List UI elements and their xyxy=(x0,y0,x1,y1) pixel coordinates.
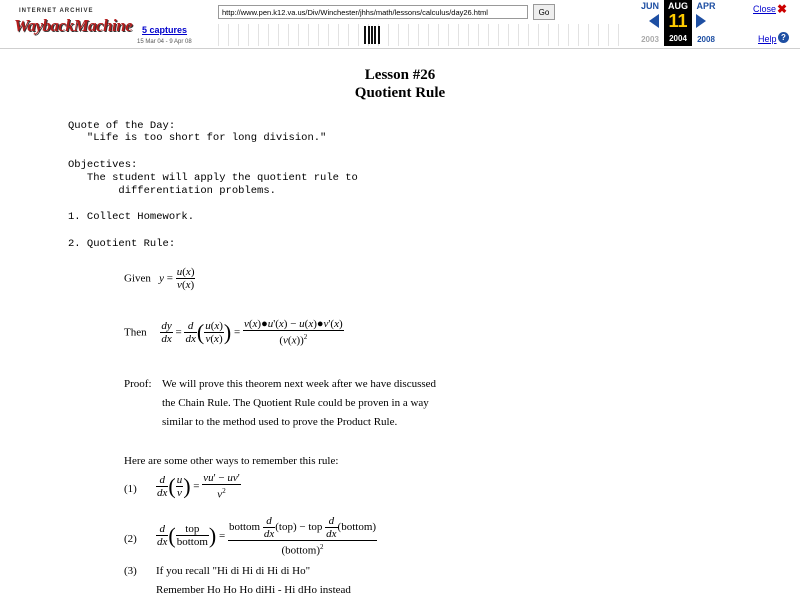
quote-text: "Life is too short for long division." xyxy=(68,132,327,144)
timeline-gridline xyxy=(548,24,549,46)
lesson-number: Lesson #26 xyxy=(364,67,436,83)
captures-link[interactable]: 5 captures xyxy=(142,25,188,35)
timeline-gridline xyxy=(398,24,399,46)
proof-line-3: similar to the method used to prove the Product Rule. xyxy=(162,416,398,428)
given-equation: Given y = $\frac{u(x)}{v(x)}$ xyxy=(124,266,195,291)
timeline-gridline xyxy=(618,24,619,46)
internet-archive-label: INTERNET ARCHIVE xyxy=(19,8,94,14)
way-1-formula: $\frac{d}{dx}$ ( $\frac{u}{v}$ ) = $\frac{vu' - uv'}{v^2}$ xyxy=(157,472,240,501)
timeline-gridline xyxy=(238,24,239,46)
help-question-icon[interactable]: ? xyxy=(778,32,789,43)
timeline-capture-mark[interactable] xyxy=(371,26,373,44)
next-year-label[interactable]: 2008 xyxy=(697,35,715,44)
timeline-gridline xyxy=(258,24,259,46)
timeline-gridline xyxy=(298,24,299,46)
way-2-number: (2) xyxy=(124,533,137,545)
timeline-gridline xyxy=(588,24,589,46)
objectives-heading: Objectives: xyxy=(68,159,138,171)
way-3-number: (3) xyxy=(124,565,137,577)
wayback-logo[interactable] xyxy=(6,8,133,42)
timeline-gridline xyxy=(328,24,329,46)
lesson-topic: Quotient Rule xyxy=(354,85,446,101)
go-button[interactable]: Go xyxy=(533,4,555,20)
timeline-capture-mark[interactable] xyxy=(364,26,366,44)
next-capture-arrow-icon[interactable] xyxy=(696,14,706,28)
wayback-toolbar xyxy=(0,0,800,49)
timeline-gridline xyxy=(358,24,359,46)
capture-date-range: 15 Mar 04 - 9 Apr 08 xyxy=(137,39,192,45)
timeline-gridline xyxy=(608,24,609,46)
way-3-line-1: If you recall "Hi di Hi di Hi di Ho" xyxy=(156,565,311,577)
timeline-gridline xyxy=(448,24,449,46)
timeline-gridline xyxy=(518,24,519,46)
timeline-gridline xyxy=(498,24,499,46)
timeline-gridline xyxy=(388,24,389,46)
current-month-label: AUG xyxy=(668,1,688,11)
way-1-number: (1) xyxy=(124,483,137,495)
agenda-item-2: 2. Quotient Rule: xyxy=(68,238,176,250)
then-label: Then xyxy=(124,326,147,339)
wayback-machine-wordmark: WaybackMachine xyxy=(14,16,98,38)
timeline-gridline xyxy=(248,24,249,46)
timeline-gridline xyxy=(528,24,529,46)
prev-capture-arrow-icon[interactable] xyxy=(649,14,659,28)
url-input[interactable]: http://www.pen.k12.va.us/Div/Winchester/jhhs/math/lessons/calculus/day26.html xyxy=(218,5,528,19)
timeline-gridline xyxy=(458,24,459,46)
close-icon[interactable]: ✖ xyxy=(777,2,788,16)
timeline-gridline xyxy=(468,24,469,46)
timeline-gridline xyxy=(288,24,289,46)
proof-line-1: We will prove this theorem next week after we have discussed xyxy=(162,378,437,390)
timeline-gridline xyxy=(218,24,219,46)
capture-timeline-sparkline[interactable] xyxy=(218,24,630,46)
close-link[interactable]: Close xyxy=(753,4,777,14)
way-2-formula: $\frac{d}{dx}$ ( $\frac{\text{top}}{\text{bottom}}$ ) = bottom $\frac{d}{dx}$ (top) − top $\frac{d}{dx}$ (bottom) (bottom)$^2$ xyxy=(157,515,377,557)
timeline-gridline xyxy=(348,24,349,46)
timeline-gridline xyxy=(488,24,489,46)
timeline-capture-mark[interactable] xyxy=(374,26,376,44)
agenda-item-1: 1. Collect Homework. xyxy=(68,211,195,223)
timeline-capture-mark[interactable] xyxy=(368,26,370,44)
current-day-label: 11 xyxy=(668,11,688,31)
objectives-line-1: The student will apply the quotient rule to xyxy=(68,172,358,184)
timeline-capture-mark[interactable] xyxy=(378,26,380,44)
objectives-line-2: differentiation problems. xyxy=(68,185,276,197)
other-ways-heading: Here are some other ways to remember this rule: xyxy=(124,455,339,467)
proof-label: Proof: xyxy=(124,378,152,390)
timeline-gridline xyxy=(538,24,539,46)
quotient-rule-formula: Then $\frac{dy}{dx}$ = $\frac{d}{dx}$ ( $\frac{u(x)}{v(x)}$ ) = $\frac{v(x)●u'(x) - u(x)●v'(x)}{(v(x))^2}$ xyxy=(124,318,343,347)
timeline-gridline xyxy=(508,24,509,46)
quote-heading: Quote of the Day: xyxy=(68,120,176,132)
given-label: Given xyxy=(124,272,151,285)
current-capture-date xyxy=(664,0,692,46)
timeline-gridline xyxy=(338,24,339,46)
timeline-gridline xyxy=(268,24,269,46)
current-year-label: 2004 xyxy=(669,34,687,43)
prev-year-label: 2003 xyxy=(641,35,659,44)
timeline-gridline xyxy=(278,24,279,46)
prev-month-label[interactable]: JUN xyxy=(640,1,659,11)
proof-line-2: the Chain Rule. The Quotient Rule could be proven in a way xyxy=(162,397,429,409)
timeline-gridline xyxy=(598,24,599,46)
timeline-gridline xyxy=(428,24,429,46)
calendar-navigator xyxy=(637,0,719,48)
next-month-label[interactable]: APR xyxy=(696,1,716,11)
timeline-gridline xyxy=(478,24,479,46)
timeline-gridline xyxy=(438,24,439,46)
timeline-gridline xyxy=(578,24,579,46)
way-3-line-2: Remember Ho Ho Ho diHi - Hi dHo instead xyxy=(156,584,351,596)
timeline-gridline xyxy=(568,24,569,46)
timeline-gridline xyxy=(558,24,559,46)
page-title xyxy=(0,66,800,102)
timeline-gridline xyxy=(228,24,229,46)
timeline-gridline xyxy=(318,24,319,46)
timeline-gridline xyxy=(418,24,419,46)
timeline-gridline xyxy=(308,24,309,46)
help-link[interactable]: Help xyxy=(758,34,777,44)
timeline-gridline xyxy=(408,24,409,46)
